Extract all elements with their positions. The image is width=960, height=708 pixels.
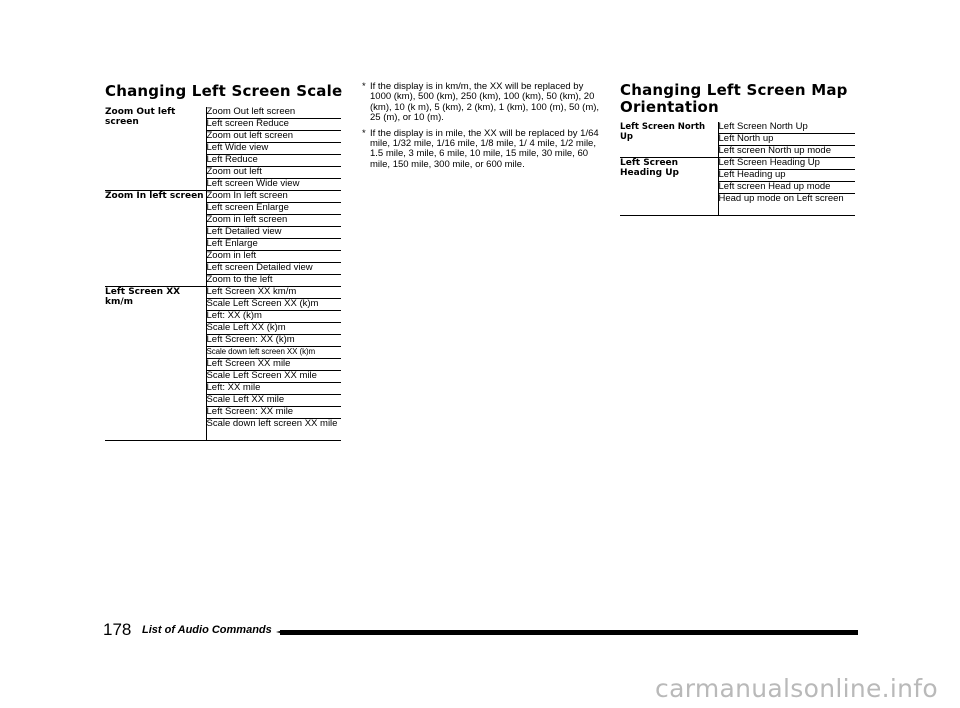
command-cell: Left Screen North Up (718, 122, 855, 134)
footnote (362, 129, 602, 171)
category-cell: Left Screen Heading Up (620, 158, 718, 216)
footer-title: List of Audio Commands (142, 624, 272, 636)
left-section-title: Changing Left Screen Scale (105, 82, 343, 100)
command-cell: Scale Left Screen XX (k)m (206, 299, 341, 311)
map-orientation-table (620, 122, 855, 216)
command-cell: Left Screen: XX mile (206, 407, 341, 419)
table-row (620, 122, 855, 134)
command-cell: Left screen Enlarge (206, 203, 341, 215)
category-cell: Zoom In left screen (105, 191, 206, 287)
command-cell: Zoom out left screen (206, 131, 341, 143)
command-cell: Left North up (718, 134, 855, 146)
command-cell: Scale down left screen XX (k)m (206, 347, 341, 359)
command-cell: Zoom to the left (206, 275, 341, 287)
command-cell: Left Screen XX km/m (206, 287, 341, 299)
footnote (362, 82, 602, 124)
table-row (105, 287, 341, 299)
watermark: carmanualsonline.info (655, 674, 938, 703)
command-cell: Left Reduce (206, 155, 341, 167)
category-cell: Zoom Out left screen (105, 107, 206, 191)
command-cell: Zoom in left screen (206, 215, 341, 227)
command-cell: Zoom in left (206, 251, 341, 263)
command-cell: Left screen Detailed view (206, 263, 341, 275)
command-cell: Zoom out left (206, 167, 341, 179)
command-cell: Left Detailed view (206, 227, 341, 239)
command-cell: Left: XX mile (206, 383, 341, 395)
command-cell: Zoom In left screen (206, 191, 341, 203)
command-cell: Scale Left Screen XX mile (206, 371, 341, 383)
command-cell: Left Screen XX mile (206, 359, 341, 371)
command-cell: Left Screen: XX (k)m (206, 335, 341, 347)
left-screen-scale-table (105, 107, 341, 441)
right-section-title: Changing Left Screen Map Orientation (620, 81, 848, 116)
footnotes (362, 82, 602, 175)
command-cell: Head up mode on Left screen (718, 194, 855, 216)
command-cell: Left: XX (k)m (206, 311, 341, 323)
command-cell: Left screen Reduce (206, 119, 341, 131)
footnote-text: If the display is in mile, the XX will be replaced by 1/64 mile, 1/32 mile, 1/16 mile, 1/8 mile, 1/ 4 mile, 1/2 mile, 1.5 mile, 3 mile, 6 mile, 10 mile, 15 mile, 30 mile, 60 mile, 150 mile, 300 mile, or 600 mile. (370, 127, 599, 170)
command-cell: Scale Left XX (k)m (206, 323, 341, 335)
command-cell: Left screen Head up mode (718, 182, 855, 194)
table-row (105, 191, 341, 203)
table-row (620, 158, 855, 170)
page-number: 178 (103, 620, 132, 639)
category-cell: Left Screen XX km/m (105, 287, 206, 441)
category-cell: Left Screen North Up (620, 122, 718, 158)
page-footer (103, 620, 858, 642)
footnote-text: If the display is in km/m, the XX will be replaced by 1000 (km), 500 (km), 250 (km), 100 (km), 50 (km), 20 (km), 10 (k m), 5 (km), 2 (km), 1 (km), 100 (m), 50 (m), 25 (m), or 10 (m). (370, 81, 600, 124)
command-cell: Zoom Out left screen (206, 107, 341, 119)
command-cell: Left Wide view (206, 143, 341, 155)
footer-rule (280, 630, 858, 635)
command-cell: Left Enlarge (206, 239, 341, 251)
command-cell: Left screen North up mode (718, 146, 855, 158)
command-cell: Left Screen Heading Up (718, 158, 855, 170)
command-cell: Scale Left XX mile (206, 395, 341, 407)
footnote-marker: * (362, 127, 366, 139)
table-row (105, 107, 341, 119)
command-cell: Scale down left screen XX mile (206, 419, 341, 441)
footnote-marker: * (362, 81, 366, 92)
command-cell: Left screen Wide view (206, 179, 341, 191)
command-cell: Left Heading up (718, 170, 855, 182)
